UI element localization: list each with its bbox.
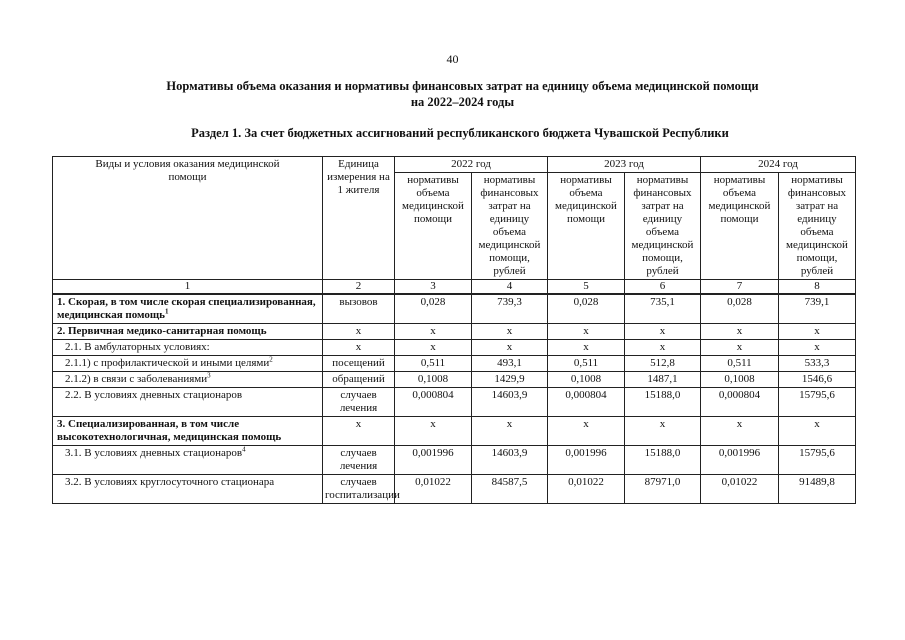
row-value: 739,1: [779, 294, 856, 324]
row-value: 735,1: [625, 294, 701, 324]
footnote-marker: 1: [164, 307, 169, 316]
row-value: 84587,5: [472, 475, 548, 504]
row-label: [53, 446, 323, 475]
table-row: [53, 294, 856, 324]
table-row: [53, 372, 856, 388]
row-value: 0,000804: [701, 388, 779, 417]
row-value: 0,1008: [548, 372, 625, 388]
row-value: 0,511: [548, 356, 625, 372]
table-row: [53, 340, 856, 356]
col-number: 2: [323, 280, 395, 295]
header-year-2022: 2022 год: [395, 157, 548, 173]
row-value: 15188,0: [625, 446, 701, 475]
row-label: [53, 388, 323, 417]
row-unit: вызовов: [323, 294, 395, 324]
header-year-2023: 2023 год: [548, 157, 701, 173]
header-finance-2024: нормативы финансовых затрат на единицу объема медицинской помощи, рублей: [779, 173, 856, 280]
row-value: х: [701, 340, 779, 356]
header-year-2024: 2024 год: [701, 157, 856, 173]
row-label-text: 3.2. В условиях круглосуточного стационара: [65, 476, 275, 488]
col-number: 7: [701, 280, 779, 295]
table-row: [53, 388, 856, 417]
row-value: х: [548, 324, 625, 340]
row-value: 0,028: [701, 294, 779, 324]
title-line-2: на 2022–2024 годы: [410, 95, 515, 109]
row-label: [53, 372, 323, 388]
header-finance-2022: нормативы финансовых затрат на единицу объема медицинской помощи, рублей: [472, 173, 548, 280]
row-value: 0,01022: [548, 475, 625, 504]
row-unit: х: [323, 324, 395, 340]
row-label: [53, 324, 323, 340]
row-value: х: [472, 417, 548, 446]
row-value: 0,028: [395, 294, 472, 324]
title-line-1: Нормативы объема оказания и нормативы финансовых затрат на единицу объема медицинской помощи: [166, 79, 759, 93]
row-label-text: 2.2. В условиях дневных стационаров: [65, 389, 243, 401]
table-row: [53, 446, 856, 475]
col-number: 1: [53, 280, 323, 295]
row-unit: обращений: [323, 372, 395, 388]
row-value: х: [395, 417, 472, 446]
document-title: [90, 78, 835, 110]
row-label: [53, 475, 323, 504]
row-value: 91489,8: [779, 475, 856, 504]
row-unit: случаев лечения: [323, 446, 395, 475]
row-value: 0,511: [701, 356, 779, 372]
row-value: 1546,6: [779, 372, 856, 388]
row-value: х: [395, 324, 472, 340]
row-label: [53, 356, 323, 372]
norms-table: [52, 156, 856, 504]
row-unit: случаев госпитализации: [323, 475, 395, 504]
table-row: [53, 356, 856, 372]
row-unit: посещений: [323, 356, 395, 372]
row-value: 14603,9: [472, 446, 548, 475]
col-number: 6: [625, 280, 701, 295]
row-value: 0,000804: [395, 388, 472, 417]
table-row: [53, 475, 856, 504]
header-volume-2023: нормативы объема медицинской помощи: [548, 173, 625, 280]
row-value: 0,001996: [701, 446, 779, 475]
row-value: 15795,6: [779, 446, 856, 475]
row-value: 0,001996: [395, 446, 472, 475]
row-value: 512,8: [625, 356, 701, 372]
row-label-text: 2.1.1) с профилактической и иными целями: [65, 357, 270, 369]
row-value: 0,1008: [701, 372, 779, 388]
row-value: 15188,0: [625, 388, 701, 417]
header-unit: Единица измерения на 1 жителя: [323, 157, 395, 280]
row-value: 14603,9: [472, 388, 548, 417]
header-volume-2022: нормативы объема медицинской помощи: [395, 173, 472, 280]
row-value: х: [779, 324, 856, 340]
col-number: 4: [472, 280, 548, 295]
row-value: х: [472, 340, 548, 356]
section-title: Раздел 1. За счет бюджетных ассигнований республиканского бюджета Чувашской Республики: [191, 126, 729, 140]
row-value: х: [779, 340, 856, 356]
row-value: х: [472, 324, 548, 340]
row-label-text: 3.1. В условиях дневных стационаров: [65, 447, 243, 459]
table-body: [53, 294, 856, 504]
row-label-text: 2.1. В амбулаторных условиях:: [65, 341, 210, 353]
col-number: 5: [548, 280, 625, 295]
row-value: 0,01022: [395, 475, 472, 504]
row-value: х: [548, 417, 625, 446]
row-value: 0,01022: [701, 475, 779, 504]
row-label: [53, 417, 323, 446]
row-value: 0,1008: [395, 372, 472, 388]
row-value: 0,511: [395, 356, 472, 372]
row-label-text: 2.1.2) в связи с заболеваниями: [65, 373, 208, 385]
row-value: 739,3: [472, 294, 548, 324]
row-value: 1429,9: [472, 372, 548, 388]
row-value: 1487,1: [625, 372, 701, 388]
row-value: х: [625, 324, 701, 340]
row-value: х: [779, 417, 856, 446]
footnote-marker: 3: [207, 371, 211, 380]
footnote-marker: 4: [242, 445, 246, 454]
col-number: 3: [395, 280, 472, 295]
table-row: [53, 324, 856, 340]
table-row: [53, 417, 856, 446]
footnote-marker: 2: [269, 355, 273, 364]
row-label: [53, 340, 323, 356]
row-value: 493,1: [472, 356, 548, 372]
page-number: 40: [446, 52, 459, 66]
row-value: 0,028: [548, 294, 625, 324]
row-label: [53, 294, 323, 324]
row-value: х: [625, 417, 701, 446]
row-value: 87971,0: [625, 475, 701, 504]
col-number: 8: [779, 280, 856, 295]
row-unit: х: [323, 340, 395, 356]
row-value: х: [701, 417, 779, 446]
row-value: х: [625, 340, 701, 356]
row-value: х: [548, 340, 625, 356]
row-unit: х: [323, 417, 395, 446]
row-value: 0,000804: [548, 388, 625, 417]
row-value: 15795,6: [779, 388, 856, 417]
row-value: х: [701, 324, 779, 340]
row-value: 533,3: [779, 356, 856, 372]
header-kind: Виды и условия оказания медицинской помощи: [53, 157, 323, 280]
row-label-text: 2. Первичная медико-санитарная помощь: [57, 325, 267, 337]
header-volume-2024: нормативы объема медицинской помощи: [701, 173, 779, 280]
row-value: 0,001996: [548, 446, 625, 475]
row-unit: случаев лечения: [323, 388, 395, 417]
header-finance-2023: нормативы финансовых затрат на единицу объема медицинской помощи, рублей: [625, 173, 701, 280]
row-value: х: [395, 340, 472, 356]
row-label-text: 3. Специализированная, в том числе высокотехнологичная, медицинская помощь: [57, 418, 282, 443]
row-label-text: 1. Скорая, в том числе скорая специализированная, медицинская помощь: [57, 296, 316, 321]
